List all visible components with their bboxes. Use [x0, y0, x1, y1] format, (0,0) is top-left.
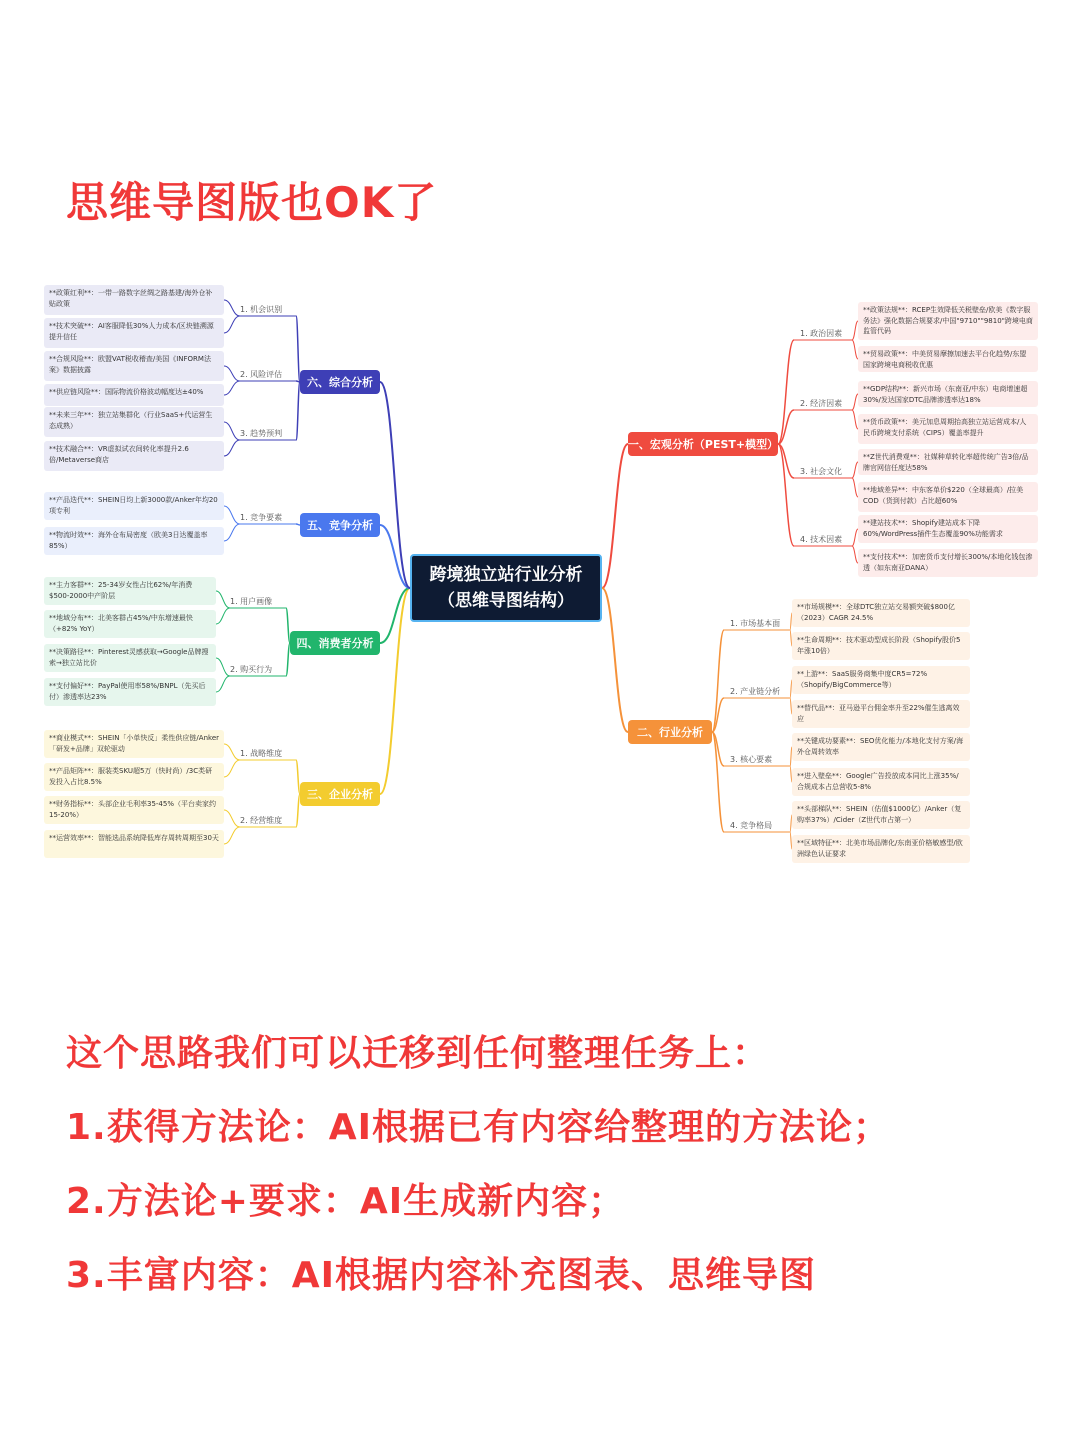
- leaf-topic[interactable]: **未来三年**：独立站集群化（行业SaaS+代运营生态成熟）: [44, 407, 224, 437]
- connector-line: [224, 744, 240, 760]
- leaf-topic[interactable]: **技术突破**：AI客服降低30%人力成本/区块链溯源提升信任: [44, 318, 224, 348]
- leaf-topic[interactable]: **市场规模**：全球DTC独立站交易额突破$800亿（2023）CAGR 24.5%: [792, 599, 970, 627]
- summary-line: 这个思路我们可以迁移到任何整理任务上：: [66, 1033, 770, 1074]
- branch-node[interactable]: 四、消费者分析: [290, 631, 380, 655]
- page-heading: 思维导图版也OK了: [66, 178, 438, 227]
- leaf-topic[interactable]: **关键成功要素**：SEO优化能力/本地化支付方案/海外仓周转效率: [792, 733, 970, 761]
- sub-topic[interactable]: 1. 战略维度: [240, 749, 283, 758]
- sub-topic[interactable]: 2. 经营维度: [240, 816, 283, 825]
- summary-line: 2.方法论+要求：AI生成新内容；: [66, 1181, 626, 1222]
- connector-line: [216, 608, 230, 624]
- summary-list: [66, 1030, 890, 1326]
- sub-topic[interactable]: 3. 核心要素: [730, 755, 773, 764]
- sub-topic[interactable]: 1. 政治因素: [800, 329, 843, 338]
- sub-topic[interactable]: 2. 风险评估: [240, 370, 283, 379]
- sub-topic[interactable]: 4. 竞争格局: [730, 821, 773, 830]
- leaf-topic[interactable]: **货币政策**：美元加息周期抬高独立站运营成本/人民币跨境支付系统（CIPS）覆盖率提升: [858, 414, 1038, 444]
- connector-line: [216, 676, 230, 692]
- sub-topic[interactable]: 1. 用户画像: [230, 597, 273, 606]
- leaf-topic[interactable]: **政策法规**：RCEP生效降低关税壁垒/欧美《数字服务法》强化数据合规要求/中国"9710""9810"跨境电商监管代码: [858, 302, 1038, 340]
- leaf-topic[interactable]: **地域差异**：中东客单价$220（全球最高）/拉美COD（货到付款）占比超60%: [858, 482, 1038, 512]
- connector-line: [224, 810, 240, 827]
- leaf-topic[interactable]: **支付偏好**：PayPal使用率58%/BNPL（先买后付）渗透率达23%: [44, 678, 216, 706]
- center-topic-line2: （思维导图结构）: [438, 591, 574, 611]
- leaf-topic[interactable]: **产品矩阵**：服装类SKU超5万（快时尚）/3C类研发投入占比8.5%: [44, 763, 224, 791]
- leaf-topic[interactable]: **决策路径**：Pinterest灵感获取→Google品牌搜索→独立站比价: [44, 644, 216, 672]
- leaf-topic[interactable]: **替代品**：亚马逊平台佣金率升至22%催生逃离效应: [792, 700, 970, 728]
- leaf-topic[interactable]: **产品迭代**：SHEIN日均上新3000款/Anker年均20项专利: [44, 492, 224, 520]
- leaf-topic[interactable]: **供应链风险**：国际物流价格波动幅度达±40%: [44, 384, 224, 406]
- leaf-topic[interactable]: **物流时效**：海外仓布局密度（欧美3日达覆盖率85%）: [44, 527, 224, 555]
- connector-line: [224, 422, 240, 440]
- leaf-topic[interactable]: **建站技术**：Shopify建站成本下降60%/WordPress插件生态覆盖90%功能需求: [858, 515, 1038, 543]
- branch-node[interactable]: 五、竞争分析: [300, 513, 380, 537]
- leaf-topic[interactable]: **区域特征**：北美市场品牌化/东南亚价格敏感型/欧洲绿色认证要求: [792, 835, 970, 863]
- connector-line: [602, 444, 628, 588]
- summary-line: 3.丰富内容：AI根据内容补充图表、思维导图: [66, 1255, 816, 1296]
- branch-node[interactable]: 二、行业分析: [628, 720, 712, 744]
- leaf-topic[interactable]: **上游**：SaaS服务商集中度CR5=72%（Shopify/BigCommerce等）: [792, 666, 970, 694]
- sub-topic[interactable]: 3. 趋势预判: [240, 429, 283, 438]
- connector-line: [216, 658, 230, 676]
- leaf-topic[interactable]: **技术融合**：VR虚拟试衣间转化率提升2.6倍/Metaverse商店: [44, 441, 224, 471]
- connector-line: [224, 381, 240, 395]
- summary-line: 1.获得方法论：AI根据已有内容给整理的方法论；: [66, 1107, 890, 1148]
- leaf-topic[interactable]: **地域分布**：北美客群占45%/中东增速最快（+82% YoY）: [44, 610, 216, 638]
- center-topic[interactable]: [410, 554, 602, 622]
- leaf-topic[interactable]: **合规风险**：欧盟VAT税收稽查/美国《INFORM法案》数据披露: [44, 351, 224, 381]
- leaf-topic[interactable]: **商业模式**：SHEIN「小单快反」柔性供应链/Anker「研发+品牌」双轮驱动: [44, 730, 224, 758]
- connector-line: [602, 588, 628, 732]
- connector-line: [224, 440, 240, 456]
- connector-line: [216, 591, 230, 608]
- leaf-topic[interactable]: **贸易政策**：中美贸易摩擦加速去平台化趋势/东盟国家跨境电商税收优惠: [858, 346, 1038, 372]
- leaf-topic[interactable]: **主力客群**：25-34岁女性占比62%/年消费$500-2000中产阶层: [44, 577, 216, 605]
- sub-topic[interactable]: 2. 经济因素: [800, 399, 843, 408]
- sub-topic[interactable]: 1. 市场基本面: [730, 619, 781, 628]
- leaf-topic[interactable]: **财务指标**：头部企业毛利率35-45%（平台卖家约15-20%）: [44, 796, 224, 824]
- connector-line: [224, 524, 240, 541]
- connector-line: [224, 366, 240, 381]
- center-topic-line1: 跨境独立站行业分析: [429, 565, 583, 585]
- sub-topic[interactable]: 3. 社会文化: [800, 467, 843, 476]
- leaf-topic[interactable]: **GDP结构**：新兴市场（东南亚/中东）电商增速超30%/发达国家DTC品牌渗透率达18%: [858, 381, 1038, 407]
- leaf-topic[interactable]: **支付技术**：加密货币支付增长300%/本地化钱包渗透（如东南亚DANA）: [858, 549, 1038, 577]
- sub-topic[interactable]: 1. 竞争要素: [240, 513, 283, 522]
- sub-topic[interactable]: 2. 产业链分析: [730, 687, 781, 696]
- branch-node[interactable]: 六、综合分析: [300, 370, 380, 394]
- leaf-topic[interactable]: **政策红利**：一带一路数字丝绸之路基建/海外仓补贴政策: [44, 285, 224, 315]
- sub-topic[interactable]: 1. 机会识别: [240, 305, 283, 314]
- connector-line: [224, 300, 240, 316]
- sub-topic[interactable]: 4. 技术因素: [800, 535, 843, 544]
- branch-node[interactable]: 一、宏观分析（PEST+模型）: [628, 432, 778, 456]
- leaf-topic[interactable]: **进入壁垒**：Google广告投放成本同比上涨35%/合规成本占总营收5-8%: [792, 768, 970, 796]
- connector-line: [224, 760, 240, 777]
- leaf-topic[interactable]: **头部梯队**：SHEIN（估值$1000亿）/Anker（复购率37%）/Cider（Z世代市占第一）: [792, 801, 970, 829]
- connector-line: [224, 316, 240, 333]
- leaf-topic[interactable]: **运营效率**：智能选品系统降低库存周转周期至30天: [44, 830, 224, 858]
- leaf-topic[interactable]: **生命周期**：技术驱动型成长阶段（Shopify股价5年涨10倍）: [792, 632, 970, 660]
- branch-node[interactable]: 三、企业分析: [300, 782, 380, 806]
- connector-line: [224, 827, 240, 844]
- connector-line: [224, 506, 240, 524]
- sub-topic[interactable]: 2. 购买行为: [230, 665, 273, 674]
- leaf-topic[interactable]: **Z世代消费观**：社媒种草转化率超传统广告3倍/品牌官网信任度达58%: [858, 449, 1038, 475]
